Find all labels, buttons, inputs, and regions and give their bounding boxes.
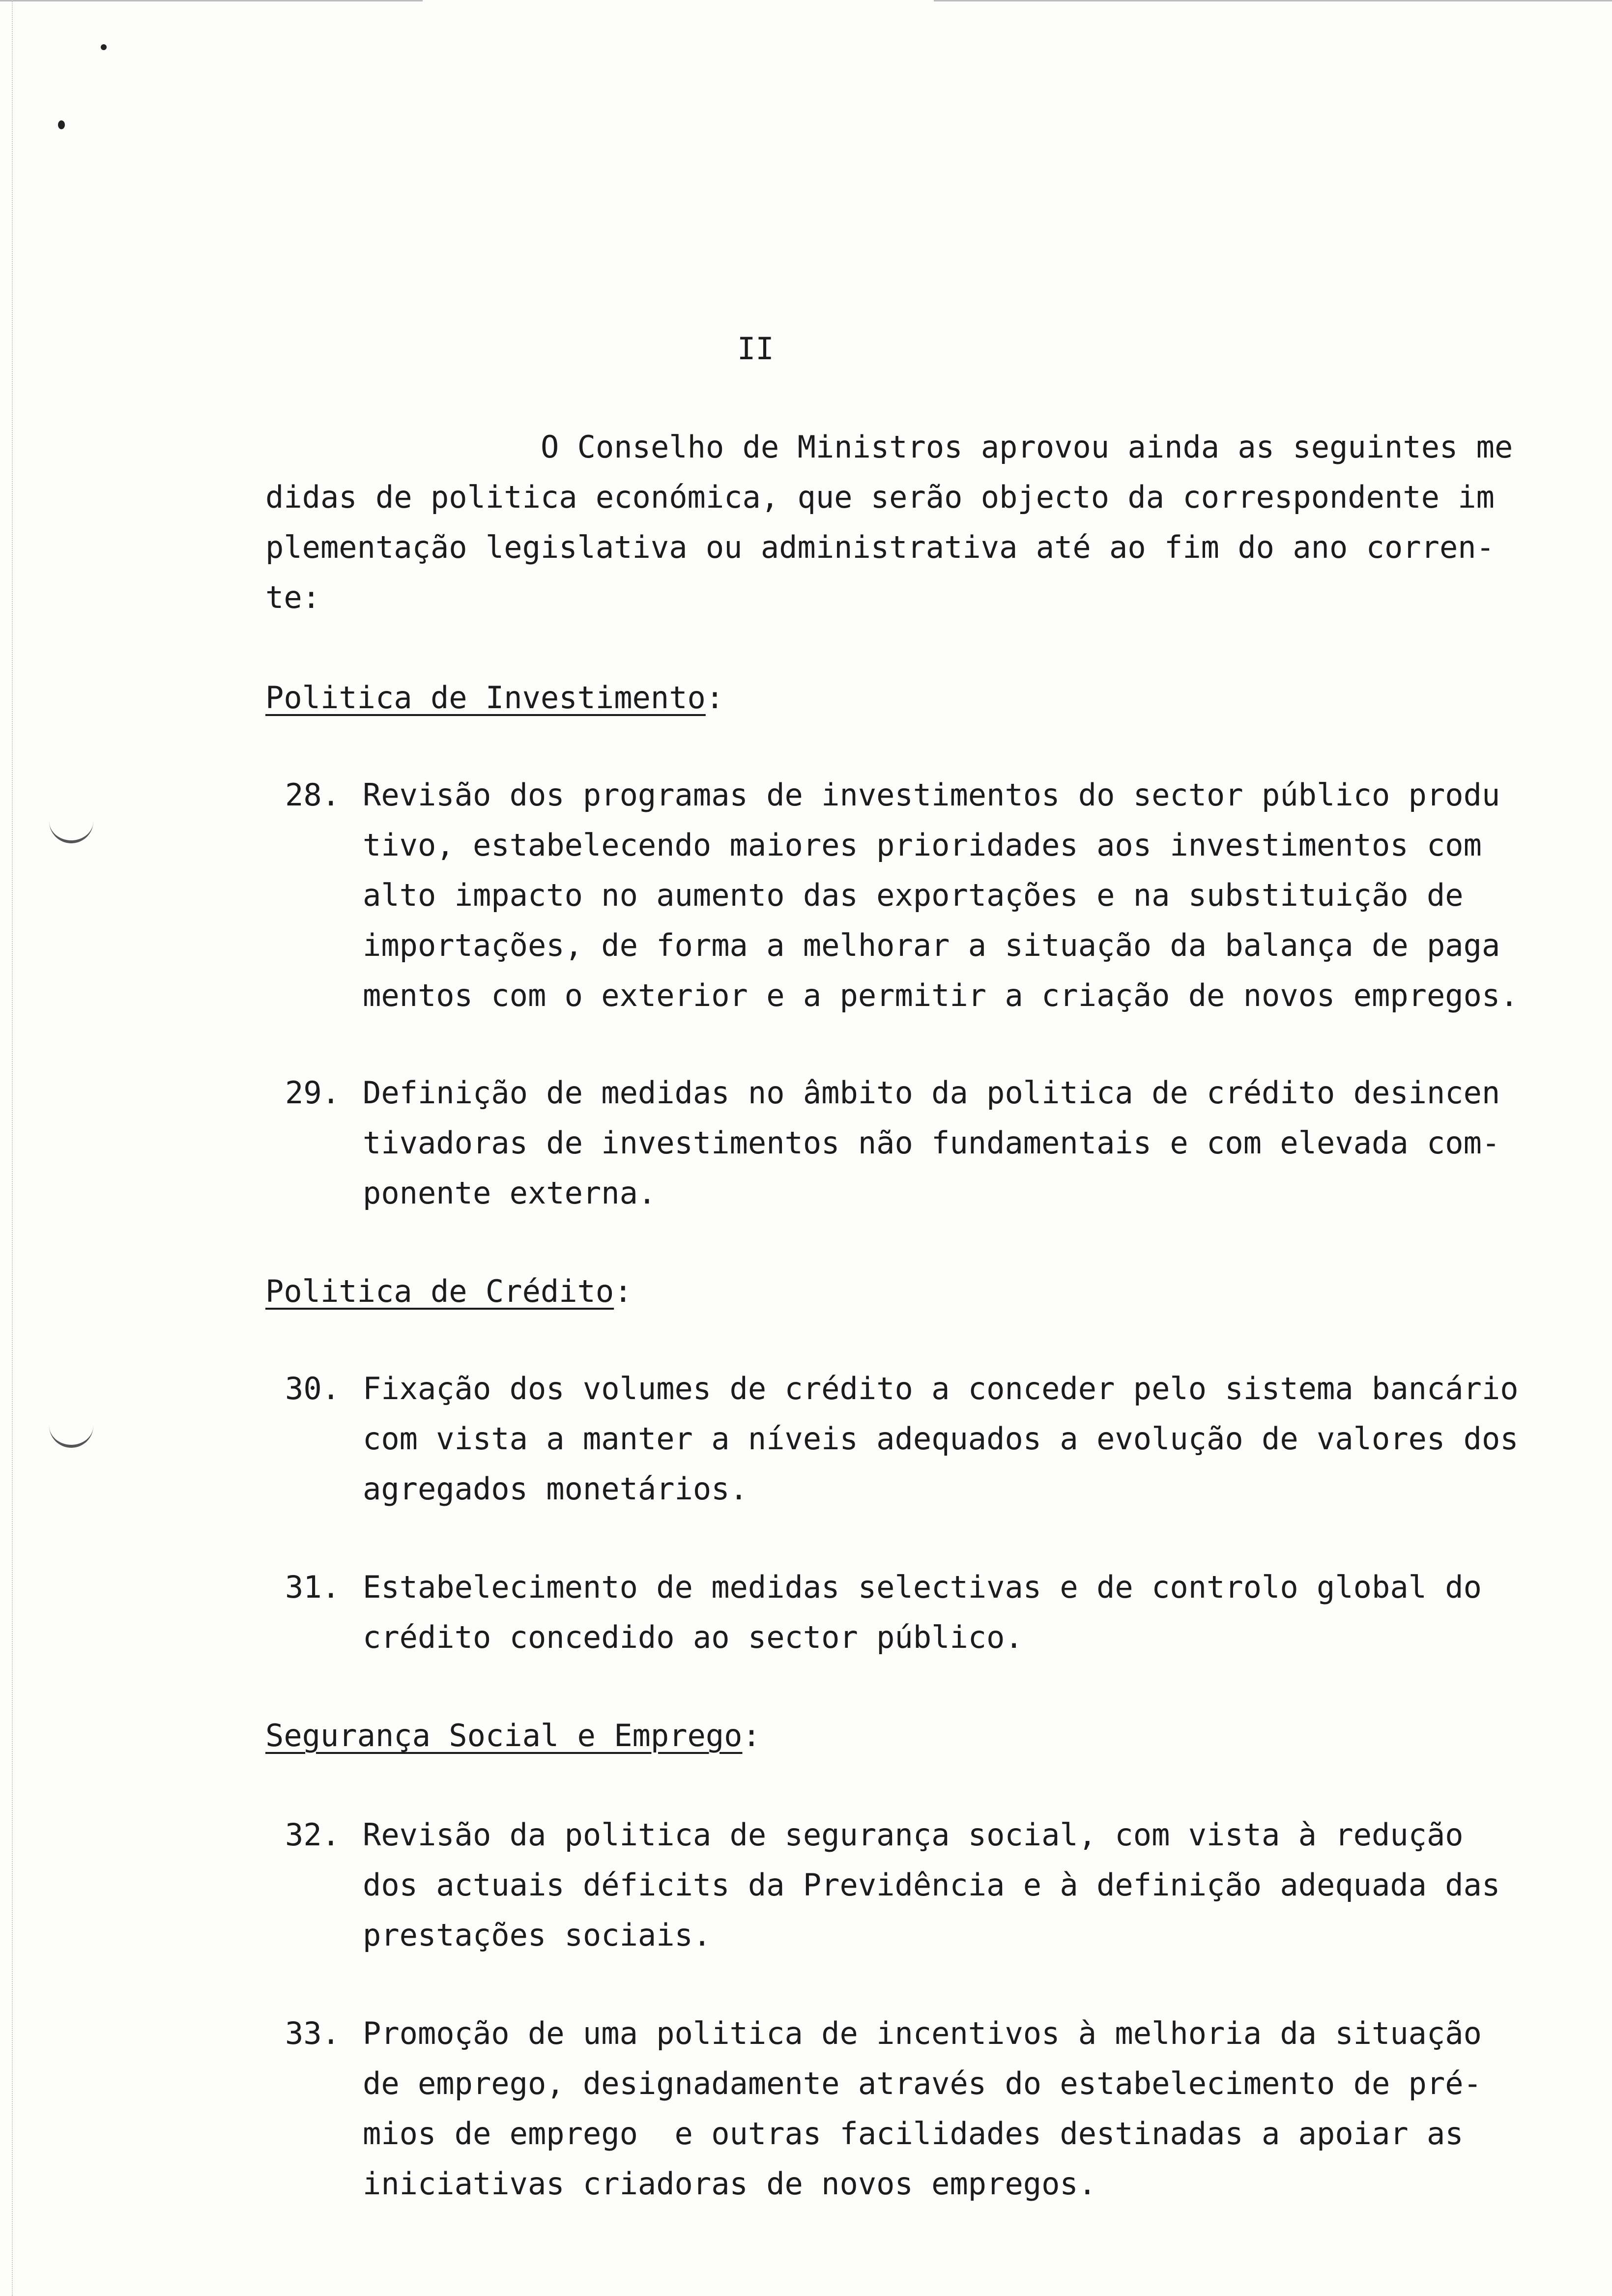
item-number: 32. <box>285 1817 340 1853</box>
intro-line: O Conselho de Ministros aprovou ainda as seguintes me <box>541 429 1513 465</box>
item-line: crédito concedido ao sector público. <box>363 1619 1023 1655</box>
item-line: com vista a manter a níveis adequados a evolução de valores dos <box>363 1421 1519 1457</box>
item-line: Revisão da politica de segurança social, com vista à redução <box>363 1817 1464 1853</box>
item-line: de emprego, designadamente através do estabelecimento de pré- <box>363 2066 1482 2101</box>
item-line: iniciativas criadoras de novos empregos. <box>363 2166 1097 2202</box>
binding-edge <box>0 0 13 2296</box>
item-line: Revisão dos programas de investimentos do sector público produ <box>363 777 1500 813</box>
item-line: prestações sociais. <box>363 1917 712 1953</box>
section-heading-text: Segurança Social e Emprego <box>265 1718 743 1753</box>
scan-top-edge-right <box>934 0 1612 1</box>
item-number: 33. <box>285 2015 340 2051</box>
item-line: Definição de medidas no âmbito da politica de crédito desincen <box>363 1075 1500 1111</box>
intro-line: plementação legislativa ou administrativa até ao fim do ano corren- <box>265 529 1495 565</box>
item-line: ponente externa. <box>363 1175 657 1211</box>
item-line: Estabelecimento de medidas selectivas e de controlo global do <box>363 1569 1482 1605</box>
item-number: 31. <box>285 1569 340 1605</box>
item-number: 29. <box>285 1075 340 1111</box>
section-heading-credito <box>265 1267 633 1316</box>
scan-speck <box>58 120 65 129</box>
section-heading-text: Politica de Crédito <box>265 1273 614 1309</box>
punch-hole-mark-upper <box>49 821 93 843</box>
section-heading-seguranca-social <box>265 1711 761 1760</box>
item-line: importações, de forma a melhorar a situação da balança de paga <box>363 927 1500 963</box>
item-number: 28. <box>285 777 340 813</box>
item-line: mios de emprego e outras facilidades destinadas a apoiar as <box>363 2116 1464 2152</box>
intro-line: didas de politica económica, que serão objecto da correspondente im <box>265 479 1495 515</box>
heading-colon: : <box>742 1718 761 1753</box>
heading-colon: : <box>705 680 724 716</box>
punch-hole-mark-lower <box>49 1425 93 1448</box>
section-heading-investimento <box>265 673 724 722</box>
section-heading-text: Politica de Investimento <box>265 680 706 716</box>
item-line: tivadoras de investimentos não fundamentais e com elevada com- <box>363 1125 1500 1161</box>
item-line: Promoção de uma politica de incentivos à melhoria da situação <box>363 2015 1482 2051</box>
scan-top-edge-left <box>0 0 423 1</box>
item-line: Fixação dos volumes de crédito a conceder pelo sistema bancário <box>363 1371 1519 1406</box>
item-line: alto impacto no aumento das exportações e na substituição de <box>363 877 1464 913</box>
item-line: tivo, estabelecendo maiores prioridades aos investimentos com <box>363 827 1482 863</box>
intro-line: te: <box>265 579 320 615</box>
item-line: agregados monetários. <box>363 1471 748 1507</box>
item-number: 30. <box>285 1371 340 1406</box>
section-number: II <box>737 331 774 367</box>
item-line: dos actuais déficits da Previdência e à definição adequada das <box>363 1867 1500 1903</box>
heading-colon: : <box>614 1273 633 1309</box>
item-line: mentos com o exterior e a permitir a criação de novos empregos. <box>363 977 1519 1013</box>
scan-speck <box>101 44 107 50</box>
